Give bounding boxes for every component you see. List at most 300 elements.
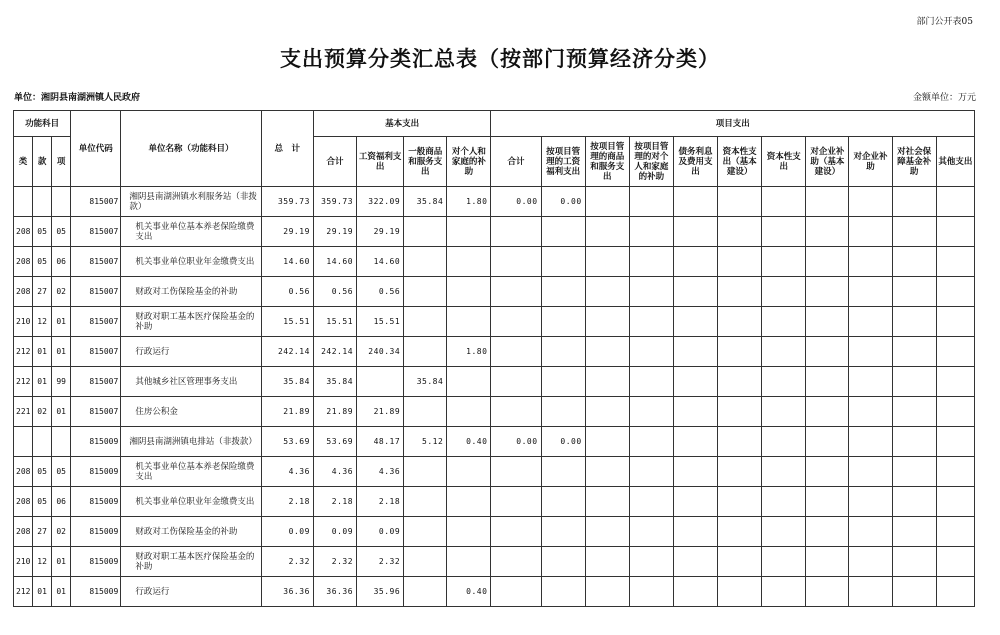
cell-project-total (491, 217, 541, 247)
cell-xiang: 01 (52, 547, 71, 577)
cell-basic-total: 4.36 (313, 457, 356, 487)
cell-basic-goods (404, 547, 447, 577)
cell-project-wage (541, 547, 585, 577)
cell-xiang: 05 (52, 457, 71, 487)
cell-project-total (491, 367, 541, 397)
cell-kuan: 05 (33, 487, 52, 517)
cell-empty (762, 247, 806, 277)
cell-basic-family (447, 277, 491, 307)
cell-basic-total: 2.32 (313, 547, 356, 577)
cell-empty (806, 217, 849, 247)
cell-total: 0.56 (261, 277, 313, 307)
cell-empty (673, 307, 717, 337)
cell-empty (762, 517, 806, 547)
cell-empty (629, 187, 673, 217)
cell-total: 36.36 (261, 577, 313, 607)
form-number: 部门公开表05 (916, 17, 973, 27)
cell-project-wage (541, 517, 585, 547)
table-row (14, 247, 975, 277)
cell-empty (629, 427, 673, 457)
cell-xiang: 02 (52, 517, 71, 547)
cell-total: 2.18 (261, 487, 313, 517)
cell-lei: 208 (14, 457, 33, 487)
header-basic-col: 对个人和家庭的补助 (447, 137, 491, 187)
header-project: 项目支出 (491, 111, 975, 137)
table-body (14, 187, 975, 607)
cell-project-wage (541, 397, 585, 427)
cell-unit-name: 财政对职工基本医疗保险基金的补助 (121, 547, 261, 577)
cell-lei: 212 (14, 577, 33, 607)
cell-unit-code: 815007 (71, 367, 121, 397)
cell-basic-wage: 15.51 (357, 307, 404, 337)
cell-empty (892, 217, 936, 247)
cell-basic-total: 29.19 (313, 217, 356, 247)
cell-empty (892, 397, 936, 427)
cell-basic-goods (404, 277, 447, 307)
cell-empty (585, 487, 629, 517)
header-project-col: 其他支出 (936, 137, 974, 187)
cell-xiang: 01 (52, 577, 71, 607)
cell-empty (936, 367, 974, 397)
cell-unit-name: 其他城乡社区管理事务支出 (121, 367, 261, 397)
cell-empty (718, 337, 762, 367)
cell-empty (806, 457, 849, 487)
cell-empty (718, 277, 762, 307)
cell-empty (585, 427, 629, 457)
cell-basic-family (447, 307, 491, 337)
cell-empty (849, 277, 892, 307)
cell-unit-name: 行政运行 (121, 337, 261, 367)
cell-empty (936, 427, 974, 457)
header-project-col: 资本性支出 (762, 137, 806, 187)
cell-empty (629, 457, 673, 487)
header-basic: 基本支出 (313, 111, 491, 137)
cell-project-total (491, 247, 541, 277)
table-row (14, 457, 975, 487)
cell-basic-total: 14.60 (313, 247, 356, 277)
cell-empty (629, 487, 673, 517)
cell-kuan: 05 (33, 217, 52, 247)
cell-basic-total: 53.69 (313, 427, 356, 457)
cell-empty (936, 337, 974, 367)
cell-empty (673, 217, 717, 247)
table-row (14, 397, 975, 427)
cell-empty (718, 427, 762, 457)
cell-empty (806, 547, 849, 577)
cell-lei: 208 (14, 277, 33, 307)
cell-basic-family: 1.80 (447, 337, 491, 367)
cell-project-wage (541, 457, 585, 487)
cell-project-wage (541, 277, 585, 307)
cell-empty (629, 397, 673, 427)
cell-empty (849, 457, 892, 487)
cell-unit-code: 815007 (71, 217, 121, 247)
cell-empty (585, 457, 629, 487)
cell-basic-family: 1.80 (447, 187, 491, 217)
header-project-col: 按项目管理的对个人和家庭的补助 (629, 137, 673, 187)
cell-unit-name: 财政对工伤保险基金的补助 (121, 517, 261, 547)
header-project-col: 对企业补助 (849, 137, 892, 187)
header-kuan: 款 (33, 137, 52, 187)
cell-empty (673, 397, 717, 427)
cell-total: 21.89 (261, 397, 313, 427)
cell-empty (718, 577, 762, 607)
header-basic-col: 合计 (313, 137, 356, 187)
cell-basic-total: 359.73 (313, 187, 356, 217)
cell-kuan: 27 (33, 277, 52, 307)
cell-empty (806, 427, 849, 457)
header-basic-col: 一般商品和服务支出 (404, 137, 447, 187)
cell-unit-code: 815007 (71, 277, 121, 307)
cell-lei: 221 (14, 397, 33, 427)
cell-basic-family (447, 547, 491, 577)
cell-unit-name: 湘阴县南湖洲镇水利服务站（非拨款） (121, 187, 261, 217)
cell-lei: 208 (14, 517, 33, 547)
cell-lei: 208 (14, 217, 33, 247)
cell-unit-name: 机关事业单位基本养老保险缴费支出 (121, 217, 261, 247)
cell-project-wage: 0.00 (541, 187, 585, 217)
cell-basic-family (447, 487, 491, 517)
cell-basic-family (447, 517, 491, 547)
cell-basic-wage: 0.09 (357, 517, 404, 547)
cell-empty (585, 277, 629, 307)
header-func-subject: 功能科目 (14, 111, 71, 137)
cell-empty (892, 277, 936, 307)
cell-basic-total: 36.36 (313, 577, 356, 607)
cell-basic-goods (404, 487, 447, 517)
cell-empty (892, 547, 936, 577)
cell-total: 4.36 (261, 457, 313, 487)
cell-empty (936, 457, 974, 487)
cell-basic-family (447, 397, 491, 427)
cell-xiang: 99 (52, 367, 71, 397)
cell-empty (718, 247, 762, 277)
cell-basic-wage: 0.56 (357, 277, 404, 307)
cell-empty (806, 307, 849, 337)
header-lei: 类 (14, 137, 33, 187)
cell-total: 359.73 (261, 187, 313, 217)
cell-lei: 210 (14, 547, 33, 577)
cell-xiang: 06 (52, 487, 71, 517)
table-row (14, 487, 975, 517)
budget-table (13, 110, 975, 607)
cell-unit-name: 行政运行 (121, 577, 261, 607)
cell-empty (718, 307, 762, 337)
cell-empty (673, 247, 717, 277)
cell-empty (892, 337, 936, 367)
cell-kuan: 12 (33, 547, 52, 577)
header-unit-code: 单位代码 (71, 111, 121, 187)
cell-empty (806, 397, 849, 427)
cell-basic-family (447, 457, 491, 487)
header-project-col: 按项目管理的商品和服务支出 (585, 137, 629, 187)
cell-empty (806, 487, 849, 517)
cell-empty (585, 307, 629, 337)
cell-empty (629, 307, 673, 337)
cell-empty (892, 577, 936, 607)
cell-basic-wage: 4.36 (357, 457, 404, 487)
cell-basic-goods: 5.12 (404, 427, 447, 457)
cell-project-wage: 0.00 (541, 427, 585, 457)
cell-kuan: 01 (33, 337, 52, 367)
cell-empty (718, 457, 762, 487)
cell-empty (718, 187, 762, 217)
cell-lei: 208 (14, 247, 33, 277)
cell-total: 15.51 (261, 307, 313, 337)
cell-kuan: 02 (33, 397, 52, 427)
cell-basic-wage: 29.19 (357, 217, 404, 247)
cell-basic-goods (404, 517, 447, 547)
cell-empty (673, 277, 717, 307)
cell-empty (673, 517, 717, 547)
cell-empty (849, 307, 892, 337)
cell-empty (936, 247, 974, 277)
cell-empty (718, 487, 762, 517)
cell-project-total (491, 307, 541, 337)
cell-empty (936, 217, 974, 247)
cell-empty (673, 187, 717, 217)
cell-kuan: 27 (33, 517, 52, 547)
cell-total: 242.14 (261, 337, 313, 367)
cell-basic-goods (404, 577, 447, 607)
cell-project-wage (541, 337, 585, 367)
cell-empty (849, 217, 892, 247)
cell-xiang: 05 (52, 217, 71, 247)
table-row (14, 367, 975, 397)
header-project-col: 债务利息及费用支出 (673, 137, 717, 187)
cell-empty (892, 487, 936, 517)
cell-unit-name: 机关事业单位职业年金缴费支出 (121, 487, 261, 517)
cell-basic-family (447, 217, 491, 247)
unit-label: 单位：湘阴县南湖洲镇人民政府 (14, 93, 141, 103)
cell-unit-name: 住房公积金 (121, 397, 261, 427)
cell-empty (936, 307, 974, 337)
cell-empty (892, 427, 936, 457)
table-row (14, 577, 975, 607)
cell-project-wage (541, 487, 585, 517)
cell-empty (673, 337, 717, 367)
cell-empty (892, 367, 936, 397)
cell-empty (629, 337, 673, 367)
cell-empty (585, 187, 629, 217)
cell-empty (762, 367, 806, 397)
cell-lei (14, 427, 33, 457)
cell-kuan (33, 427, 52, 457)
cell-empty (849, 367, 892, 397)
cell-unit-code: 815009 (71, 457, 121, 487)
cell-kuan: 05 (33, 457, 52, 487)
cell-basic-family (447, 247, 491, 277)
cell-project-total (491, 337, 541, 367)
table-row (14, 547, 975, 577)
cell-empty (806, 277, 849, 307)
cell-basic-wage: 2.18 (357, 487, 404, 517)
cell-basic-wage: 35.96 (357, 577, 404, 607)
cell-xiang: 01 (52, 337, 71, 367)
cell-project-total (491, 547, 541, 577)
cell-unit-code: 815007 (71, 247, 121, 277)
cell-empty (806, 367, 849, 397)
cell-empty (629, 247, 673, 277)
cell-empty (762, 487, 806, 517)
cell-basic-family: 0.40 (447, 427, 491, 457)
cell-empty (718, 397, 762, 427)
cell-total: 35.84 (261, 367, 313, 397)
cell-total: 2.32 (261, 547, 313, 577)
cell-empty (806, 187, 849, 217)
table-row (14, 517, 975, 547)
cell-basic-total: 35.84 (313, 367, 356, 397)
cell-empty (936, 577, 974, 607)
cell-basic-family (447, 367, 491, 397)
cell-basic-total: 0.09 (313, 517, 356, 547)
cell-empty (849, 577, 892, 607)
cell-empty (936, 277, 974, 307)
cell-total: 14.60 (261, 247, 313, 277)
cell-project-total (491, 487, 541, 517)
cell-empty (892, 247, 936, 277)
cell-empty (892, 187, 936, 217)
cell-lei: 212 (14, 367, 33, 397)
table-row (14, 187, 975, 217)
cell-lei: 208 (14, 487, 33, 517)
cell-empty (936, 517, 974, 547)
cell-empty (762, 187, 806, 217)
cell-empty (585, 517, 629, 547)
cell-kuan (33, 187, 52, 217)
cell-basic-total: 242.14 (313, 337, 356, 367)
cell-basic-wage (357, 367, 404, 397)
cell-empty (806, 517, 849, 547)
cell-empty (806, 577, 849, 607)
cell-basic-total: 0.56 (313, 277, 356, 307)
cell-empty (629, 547, 673, 577)
cell-empty (718, 217, 762, 247)
cell-unit-name: 财政对工伤保险基金的补助 (121, 277, 261, 307)
table-row (14, 337, 975, 367)
cell-empty (673, 577, 717, 607)
cell-empty (629, 217, 673, 247)
cell-empty (762, 217, 806, 247)
header-project-col: 对企业补助（基本建设） (806, 137, 849, 187)
cell-empty (585, 577, 629, 607)
cell-project-total (491, 277, 541, 307)
cell-unit-name: 财政对职工基本医疗保险基金的补助 (121, 307, 261, 337)
cell-empty (762, 547, 806, 577)
cell-empty (762, 427, 806, 457)
cell-kuan: 12 (33, 307, 52, 337)
cell-unit-code: 815009 (71, 577, 121, 607)
cell-basic-wage: 322.09 (357, 187, 404, 217)
cell-empty (936, 397, 974, 427)
cell-xiang (52, 427, 71, 457)
cell-empty (629, 577, 673, 607)
cell-basic-goods (404, 307, 447, 337)
cell-basic-total: 2.18 (313, 487, 356, 517)
cell-empty (585, 367, 629, 397)
cell-empty (936, 547, 974, 577)
cell-basic-goods (404, 217, 447, 247)
cell-empty (629, 277, 673, 307)
cell-basic-wage: 2.32 (357, 547, 404, 577)
header-project-col: 按项目管理的工资福利支出 (541, 137, 585, 187)
cell-empty (806, 247, 849, 277)
cell-lei: 212 (14, 337, 33, 367)
cell-project-total: 0.00 (491, 187, 541, 217)
cell-empty (762, 397, 806, 427)
header-project-col: 对社会保障基金补助 (892, 137, 936, 187)
cell-empty (762, 307, 806, 337)
cell-empty (585, 397, 629, 427)
cell-project-wage (541, 577, 585, 607)
header-xiang: 项 (52, 137, 71, 187)
cell-empty (762, 277, 806, 307)
cell-basic-wage: 21.89 (357, 397, 404, 427)
cell-empty (849, 397, 892, 427)
cell-empty (673, 367, 717, 397)
cell-unit-code: 815009 (71, 547, 121, 577)
cell-empty (673, 547, 717, 577)
table-header (14, 111, 975, 187)
cell-basic-wage: 14.60 (357, 247, 404, 277)
cell-project-wage (541, 247, 585, 277)
cell-xiang: 01 (52, 307, 71, 337)
cell-total: 53.69 (261, 427, 313, 457)
cell-project-total (491, 577, 541, 607)
cell-project-total (491, 457, 541, 487)
cell-empty (718, 367, 762, 397)
cell-unit-code: 815007 (71, 187, 121, 217)
cell-empty (585, 547, 629, 577)
cell-basic-goods (404, 337, 447, 367)
cell-basic-goods: 35.84 (404, 367, 447, 397)
cell-unit-code: 815007 (71, 337, 121, 367)
cell-empty (936, 487, 974, 517)
cell-xiang (52, 187, 71, 217)
cell-empty (849, 247, 892, 277)
cell-empty (806, 337, 849, 367)
cell-basic-wage: 240.34 (357, 337, 404, 367)
cell-kuan: 01 (33, 367, 52, 397)
cell-kuan: 01 (33, 577, 52, 607)
header-basic-col: 工资福利支出 (357, 137, 404, 187)
cell-unit-name: 机关事业单位职业年金缴费支出 (121, 247, 261, 277)
cell-basic-total: 15.51 (313, 307, 356, 337)
cell-lei: 210 (14, 307, 33, 337)
cell-project-total (491, 517, 541, 547)
table-row (14, 427, 975, 457)
cell-empty (849, 547, 892, 577)
header-project-col: 资本性支出（基本建设） (718, 137, 762, 187)
cell-empty (849, 187, 892, 217)
header-project-col: 合计 (491, 137, 541, 187)
table-row (14, 277, 975, 307)
cell-project-total: 0.00 (491, 427, 541, 457)
cell-project-total (491, 397, 541, 427)
cell-basic-goods (404, 397, 447, 427)
page-title: 支出预算分类汇总表（按部门预算经济分类） (280, 46, 720, 71)
cell-xiang: 01 (52, 397, 71, 427)
cell-unit-code: 815009 (71, 517, 121, 547)
cell-empty (936, 187, 974, 217)
cell-project-wage (541, 217, 585, 247)
cell-empty (762, 337, 806, 367)
cell-empty (673, 427, 717, 457)
header-unit-name: 单位名称（功能科目） (121, 111, 261, 187)
table-row (14, 217, 975, 247)
cell-empty (849, 487, 892, 517)
cell-unit-name: 机关事业单位基本养老保险缴费支出 (121, 457, 261, 487)
